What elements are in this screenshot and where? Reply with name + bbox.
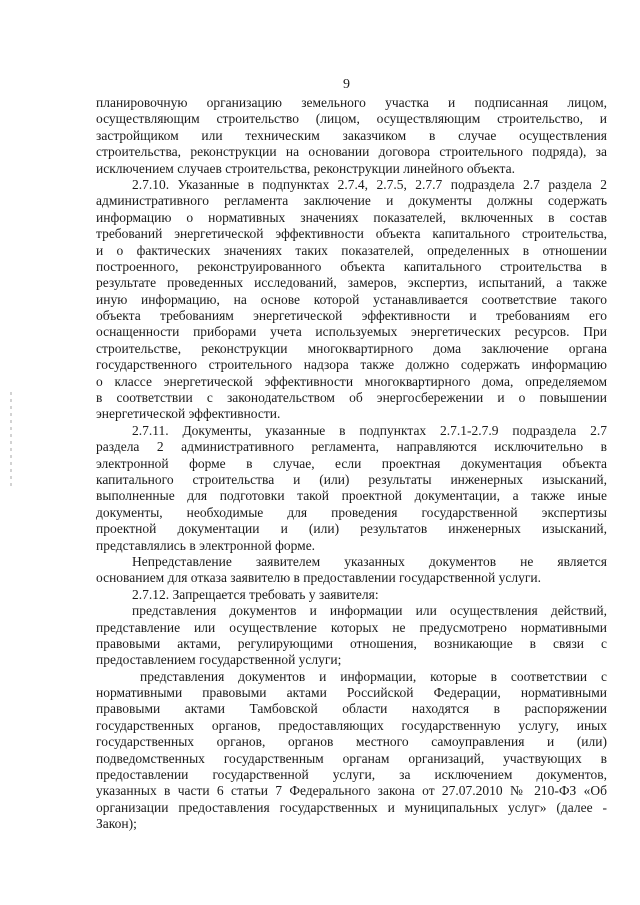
- text-line: раздела 2 административного регламента, направляются исключительно в: [96, 439, 607, 455]
- text-line: нормативными правовыми актами Российской Федерации, нормативными: [96, 685, 607, 701]
- text-line: построенного, реконструированного объекта капитального строительства в: [96, 258, 607, 274]
- text-line: Закон);: [96, 816, 137, 832]
- text-line: представлялись в электронной форме.: [96, 537, 316, 553]
- scan-margin-mark: [10, 392, 12, 487]
- text-line: государственных органов, предоставляющих государственную услугу, иных: [96, 717, 607, 733]
- text-line: оснащенности приборами учета используемых энергетических ресурсов. При: [96, 324, 607, 340]
- text-line: застройщиком или техническим заказчиком в случае осуществления: [96, 127, 607, 143]
- text-line: о классе энергетической эффективности многоквартирного дома, определяемом: [96, 373, 607, 389]
- text-line: организации предоставления государственных и муниципальных услуг» (далее -: [96, 799, 607, 815]
- text-line: иную информацию, на основе которой устанавливается соответствие такого: [96, 291, 607, 307]
- text-line: энергетической эффективности.: [96, 406, 281, 422]
- text-line: государственных органов, органов местного самоуправления и (или): [96, 734, 607, 750]
- text-line: основанием для отказа заявителю в предоставлении государственной услуги.: [96, 570, 541, 586]
- text-line: требований энергетической эффективности объекта капитального строительства,: [96, 226, 607, 242]
- text-line: выполненные для подготовки такой проектной документации, а также иные: [96, 488, 607, 504]
- text-line: 2.7.10. Указанные в подпунктах 2.7.4, 2.7.5, 2.7.7 подраздела 2.7 раздела 2: [132, 176, 607, 192]
- text-line: информацию о нормативных значениях показателей, включенных в состав: [96, 209, 607, 225]
- text-line: строительства, реконструкции на основании договора строительного подряда), за: [96, 144, 607, 160]
- text-line: правовыми актами Тамбовской области находятся в распоряжении: [96, 701, 607, 717]
- text-line: Непредставление заявителем указанных документов не является: [132, 553, 607, 569]
- text-line: в соответствии с законодательством об энергосбережении и о повышении: [96, 390, 607, 406]
- text-line: административного регламента заключение и документы должны содержать: [96, 193, 607, 209]
- text-line: и о фактических значениях таких показателей, определенных в отношении: [96, 242, 607, 258]
- text-line: указанных в части 6 статьи 7 Федерального закона от 27.07.2010 № 210-ФЗ «Об: [96, 783, 607, 799]
- text-line: представления документов и информации или осуществления действий,: [132, 603, 607, 619]
- text-line: планировочную организацию земельного участка и подписанная лицом,: [96, 95, 607, 110]
- text-line: представления документов и информации, которые в соответствии с: [140, 668, 607, 684]
- text-line: проектной документации и (или) результатов инженерных изысканий,: [96, 521, 607, 537]
- text-line: правовыми актами, регулирующими отношения, возникающие в связи с: [96, 635, 607, 651]
- text-line: исключением случаев строительства, реконструкции линейного объекта.: [96, 160, 515, 176]
- text-line: подведомственных государственным органам организаций, участвующих в: [96, 750, 607, 766]
- text-line: государственного строительного надзора также должно содержать информацию: [96, 357, 607, 373]
- text-line: строительстве, реконструкции многоквартирного дома заключение органа: [96, 340, 607, 356]
- text-line: документы, необходимые для проведения государственной экспертизы: [96, 504, 607, 520]
- document-text: [96, 95, 607, 833]
- text-line: предоставлении государственной услуги, за исключением документов,: [96, 767, 607, 783]
- page-number: 9: [343, 77, 350, 92]
- text-line: объекта требованиям энергетической эффективности и требованиям его: [96, 308, 607, 324]
- text-line: предоставлением государственной услуги;: [96, 652, 342, 668]
- text-line: результате проведенных исследований, замеров, экспертиз, испытаний, а также: [96, 275, 607, 291]
- text-line: осуществляющим строительство (лицом, осуществляющим строительство, и: [96, 111, 607, 127]
- text-line: электронной форме в случае, если проектная документация объекта: [96, 455, 607, 471]
- text-line: 2.7.11. Документы, указанные в подпунктах 2.7.1-2.7.9 подраздела 2.7: [132, 422, 607, 438]
- text-line: представление или осуществление которых не предусмотрено нормативными: [96, 619, 607, 635]
- text-line: 2.7.12. Запрещается требовать у заявителя:: [132, 586, 379, 602]
- text-line: капитального строительства и (или) результаты инженерных изысканий,: [96, 471, 607, 487]
